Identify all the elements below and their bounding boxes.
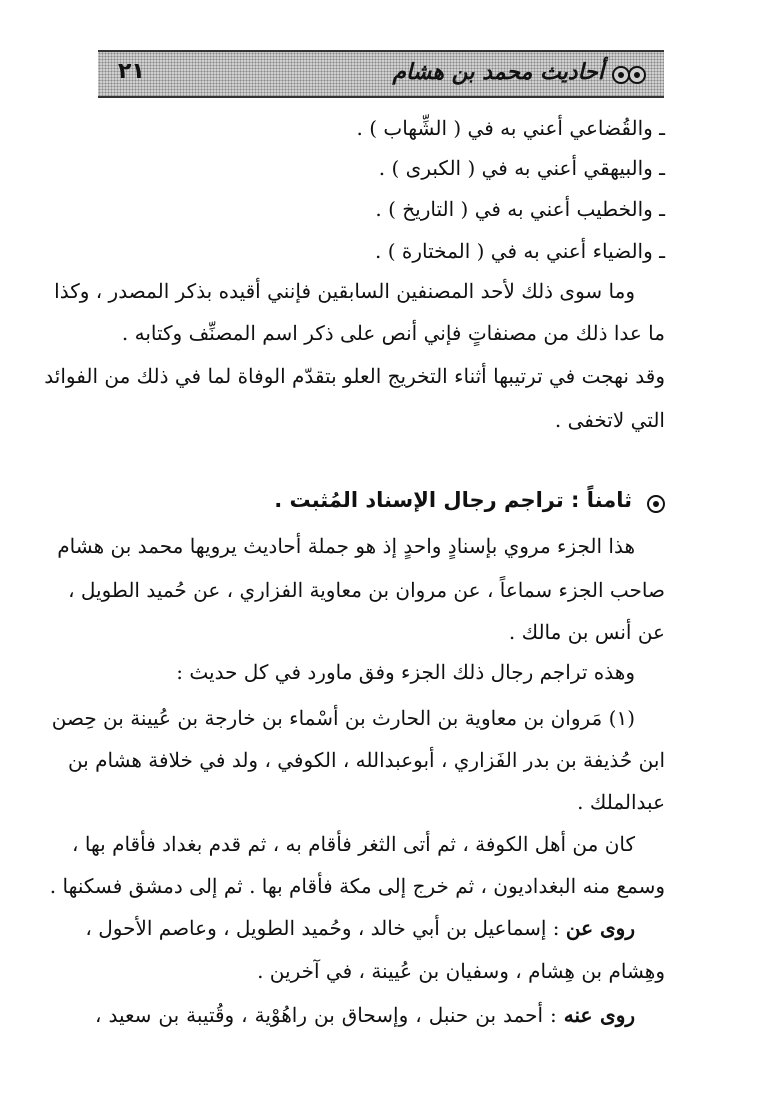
double-ring-ornament-icon — [608, 66, 646, 84]
paragraph-line: التي لاتخفى . — [554, 408, 665, 432]
bullet-ring-icon — [647, 495, 665, 513]
source-item-diya: ـ والضياء أعني به في ( المختارة ) . — [375, 239, 665, 263]
narrated-by-label: روى عنه — [563, 1003, 636, 1027]
page-number: ٢١ — [118, 59, 145, 84]
paragraph-line: عن أنس بن مالك . — [508, 620, 665, 644]
section-heading: ثامناً : تراجم رجال الإسناد المُثبت . — [274, 488, 632, 512]
ring-icon — [612, 66, 630, 84]
narrated-by-line — [95, 1000, 635, 1030]
source-item-khatib: ـ والخطيب أعني به في ( التاريخ ) . — [375, 197, 665, 221]
narrated-from-label: روى عن — [565, 916, 635, 940]
paragraph-line: وقد نهجت في ترتيبها أثناء التخريج العلو بتقدّم الوفاة لما في ذلك من الفوائد — [44, 364, 665, 388]
running-header — [98, 50, 664, 98]
biography-entry-line: عبدالملك . — [577, 790, 665, 814]
narrated-from-text: : إسماعيل بن أبي خالد ، وحُميد الطويل ، وعاصم الأحول ، — [85, 916, 560, 940]
ring-icon — [628, 66, 646, 84]
paragraph-line: كان من أهل الكوفة ، ثم أتى الثغر فأقام به ، ثم قدم بغداد فأقام بها ، — [72, 832, 635, 856]
running-title: أحاديث محمد بن هشام — [392, 60, 604, 85]
paragraph-line: وهِشام بن هِشام ، وسفيان بن عُيينة ، في آخرين . — [257, 959, 665, 983]
paragraph-line: وهذه تراجم رجال ذلك الجزء وفق ماورد في كل حديث : — [176, 660, 635, 684]
paragraph-line: وسمع منه البغداديون ، ثم خرج إلى مكة فأقام بها . ثم إلى دمشق فسكنها . — [49, 874, 665, 898]
source-item-qudai: ـ والقُضاعي أعني به في ( الشِّهاب ) . — [356, 116, 665, 140]
paragraph-line: هذا الجزء مروي بإسنادٍ واحدٍ إذ هو جملة أحاديث يرويها محمد بن هشام — [57, 534, 635, 558]
paragraph-line: وما سوى ذلك لأحد المصنفين السابقين فإنني أقيده بذكر المصدر ، وكذا — [54, 279, 635, 303]
paragraph-line: ما عدا ذلك من مصنفاتٍ فإني أنص على ذكر اسم المصنِّف وكتابه . — [121, 321, 665, 345]
paragraph-line: صاحب الجزء سماعاً ، عن مروان بن معاوية الفزاري ، عن حُميد الطويل ، — [68, 578, 665, 602]
biography-entry-line: (١) مَروان بن معاوية بن الحارث بن أسْماء بن خارجة بن عُيينة بن حِصن — [51, 706, 635, 730]
narrated-from-line — [85, 913, 635, 943]
biography-entry-line: ابن حُذيفة بن بدر الفَزاري ، أبوعبدالله ، الكوفي ، ولد في خلافة هشام بن — [67, 748, 665, 772]
narrated-by-text: : أحمد بن حنبل ، وإسحاق بن راهُوْية ، وقُتيبة بن سعيد ، — [95, 1003, 557, 1027]
source-item-bayhaqi: ـ والبيهقي أعني به في ( الكبرى ) . — [378, 156, 665, 180]
